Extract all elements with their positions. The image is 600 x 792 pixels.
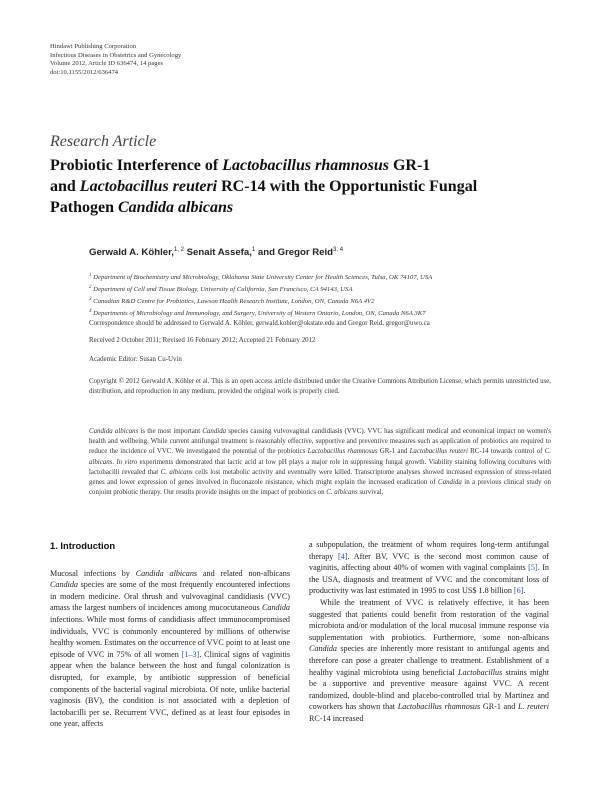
title-species: Lactobacillus reuteri: [79, 178, 218, 195]
paragraph-text: species are some of the most frequently encountered infections in modern medicine. Oral thrush and vulvovaginal candidiasis (VVC) amass the largest numbers of incidences among mucocutaneous: [50, 580, 290, 613]
article-dates: Received 2 October 2011; Revised 16 February 2012; Accepted 21 February 2012: [89, 337, 316, 344]
author: Senait Assefa,: [183, 247, 252, 259]
paragraph-italic: Candida: [309, 644, 337, 654]
citation-link[interactable]: [6]: [513, 586, 524, 596]
volume-info: Volume 2012, Article ID 636474, 14 pages: [50, 60, 164, 68]
abstract-text: GR-1 and: [377, 448, 410, 456]
paragraph-text: a subpopulation, the treatment of whom requires long-term antifungal therapy: [309, 540, 549, 561]
title-species: Candida albicans: [118, 199, 234, 216]
affiliation-number: 1: [89, 273, 92, 278]
author: Gerwald A. Köhler,: [89, 247, 174, 259]
abstract-italic: Candida albicans: [89, 428, 139, 435]
paragraph-text: infections. While most forms of candidiasis affect immunocompromised individuals, VVC is commonly encountered by millions of otherwise healthy women. Estimates on the occurrence of VVC point to at least one episode of VVC in 75% of all women: [50, 614, 290, 659]
paragraph: [50, 568, 290, 730]
author-affil-ref: 1: [251, 247, 256, 253]
paragraph-italic: Candida albicans: [135, 568, 198, 578]
abstract-italic: C. albicans: [89, 448, 551, 466]
section-heading: 1. Introduction: [50, 540, 116, 551]
title-text: GR-1: [388, 157, 431, 174]
affiliation: [89, 283, 432, 295]
affiliation: [89, 307, 432, 319]
title-text: RC-14 with the Opportunistic Fungal: [217, 178, 478, 195]
paragraph-text: . Clinical signs of vaginitis appear when the balance between the host and fungal colonization is disrupted, for example, by antibiotic suppression of beneficial components of the bacterial vaginal microbiota. Of note, unlike bacterial vaginosis (BV), the condition is not associated with a depletion of lactobacilli per se. Recurrent VVC, defined as at least four episodes in one year, affects: [50, 649, 290, 729]
paragraph: [309, 597, 549, 725]
copyright-notice: Copyright © 2012 Gerwald A. Köhler et al. This is an open access article distributed under the Creative Commons Attribution License, which permits unrestricted use, distribution, and reproduction in any medium, provided the original work is properly cited.: [89, 378, 551, 395]
paragraph-text: GR-1 and: [480, 702, 518, 712]
paragraph: [309, 539, 549, 597]
paragraph-text: and related non-albicans: [197, 568, 290, 578]
title-species: Lactobacillus rhamnosus: [222, 157, 389, 174]
affiliation-text: Department of Cell and Tissue Biology, University of California, San Francisco, CA 94143, USA: [93, 286, 353, 294]
paragraph-text: .: [523, 586, 526, 596]
affiliation: [89, 271, 432, 283]
paragraph-text: While the treatment of VVC is relatively effective, it has been suggested that patients could benefit from restoration of the vaginal microbiota and/or modulation of the local mucosal immune response via supplementation with probiotics. Furthermore, some non-albicans: [309, 597, 549, 642]
author: and Gregor Reid: [255, 247, 334, 259]
doi[interactable]: doi:10.1155/2012/636474: [50, 69, 119, 77]
citation-link[interactable]: [4]: [338, 551, 348, 561]
abstract-italic: C. albicans: [160, 468, 193, 476]
abstract-text: experiments demonstrated that lactic acid at low pH plays a major role in suppressing fungal growth. Viability staining following cocultures with lactobacilli revealed that: [89, 458, 551, 476]
abstract-text: in a previous clinical study on conjoint probiotic therapy. Our results provide insights on the impact of probiotics on: [89, 479, 551, 497]
journal-header: [50, 43, 181, 78]
journal-name: Infectious Diseases in Obstetrics and Gynecology: [50, 51, 182, 59]
author-affil-ref: 1, 2: [173, 247, 184, 253]
title-text: Probiotic Interference of: [50, 157, 223, 174]
abstract-text: cells lost metabolic activity and eventually were killed. Transcriptome analyses showed increased expression of stress-related genes and lower expression of genes involved in fluconazole resistance, which might explain the increased eradication of: [89, 468, 551, 487]
affiliations: [89, 271, 432, 320]
paragraph-italic: Lactobacillus rhamnosus: [397, 702, 481, 712]
abstract: [89, 427, 551, 498]
article-type: Research Article: [50, 133, 157, 150]
citation-link[interactable]: [5]: [528, 563, 538, 573]
paragraph-text: . In the USA, diagnosis and treatment of VVC and the concomitant loss of productivity was last estimated in 1995 to cost US$ 1.8 billion: [309, 563, 549, 596]
citation-link[interactable]: [1–3]: [181, 649, 200, 659]
abstract-italic: C. albicans: [326, 489, 358, 497]
affiliation-number: 3: [89, 297, 92, 303]
article-title: [50, 155, 560, 218]
author-list: [89, 247, 343, 258]
paragraph-text: . After BV, VVC is the second most common cause of vaginitis, affecting about 40% of women with vaginal complaints: [309, 551, 549, 573]
abstract-italic: Lactobacillus reuteri: [409, 448, 468, 456]
paragraph-text: strains might be a supportive and preventive measure against VVC. A recent randomized, double-blind and placebo-controlled trial by Martinez and coworkers has shown that: [309, 667, 549, 712]
affiliation-number: 2: [89, 285, 92, 291]
abstract-italic: Candida: [438, 479, 462, 487]
publisher: Hindawi Publishing Corporation: [50, 43, 137, 50]
abstract-italic: Lactobacillus rhamnosus: [307, 448, 378, 456]
body-column-right: [309, 539, 549, 725]
abstract-text: species causing vulvovaginal candidiasis (VVC). VVC has significant medical and economical impact on women's health and wellbeing. While current antifungal treatment is reasonably effective, supportive and preventive measures such as application of probiotics are required to reduce the incidence of VVC. We investigated the potential of the probiotics: [89, 428, 551, 456]
body-column-left: [50, 539, 290, 730]
abstract-text: .: [112, 458, 117, 466]
affiliation-text: Canadian R&D Centre for Probiotics, Lawson Health Research Institute, London, ON, Canada N6A 4V2: [93, 298, 375, 306]
paragraph-text: Mucosal infections by: [50, 568, 136, 578]
paragraph-text: RC-14 increased: [309, 713, 364, 723]
paragraph-italic: Candida: [50, 580, 78, 590]
paragraph-text: species are inherently more resistant to antifungal agents and therefore can pose a greater challenge to treatment. Establishment of a healthy vaginal microbiota using beneficial: [309, 644, 549, 677]
academic-editor: Academic Editor: Susan Cu-Uvin: [89, 356, 182, 363]
correspondence: Correspondence should be addressed to Gerwald A. Köhler, gerwald.kohler@okstate.edu and Gregor Reid, gregor@uwo.ca: [89, 320, 430, 327]
abstract-italic: In vitro: [116, 458, 138, 466]
paragraph-italic: Lactobacillus: [458, 667, 503, 677]
paragraph-italic: Candida: [262, 603, 290, 613]
affiliation-number: 4: [89, 309, 92, 315]
paragraph-italic: L. reuteri: [517, 702, 549, 712]
affiliation-text: Department of Biochemistry and Microbiology, Oklahoma State University Center for Health Sciences, Tulsa, OK 74107, USA: [93, 274, 433, 282]
abstract-text: RC-14 towards control of: [467, 448, 545, 456]
title-text: Pathogen: [50, 199, 118, 216]
author-affil-ref: 3, 4: [333, 247, 344, 253]
abstract-text: is the most important: [138, 428, 203, 435]
abstract-italic: Candida: [202, 428, 227, 435]
affiliation-text: Departments of Microbiology and Immunology, and Surgery, University of Western Ontario, London, ON, Canada N6A 3K7: [93, 310, 426, 318]
affiliation: [89, 295, 432, 307]
title-text: and: [50, 178, 80, 195]
abstract-text: survival.: [357, 489, 384, 497]
